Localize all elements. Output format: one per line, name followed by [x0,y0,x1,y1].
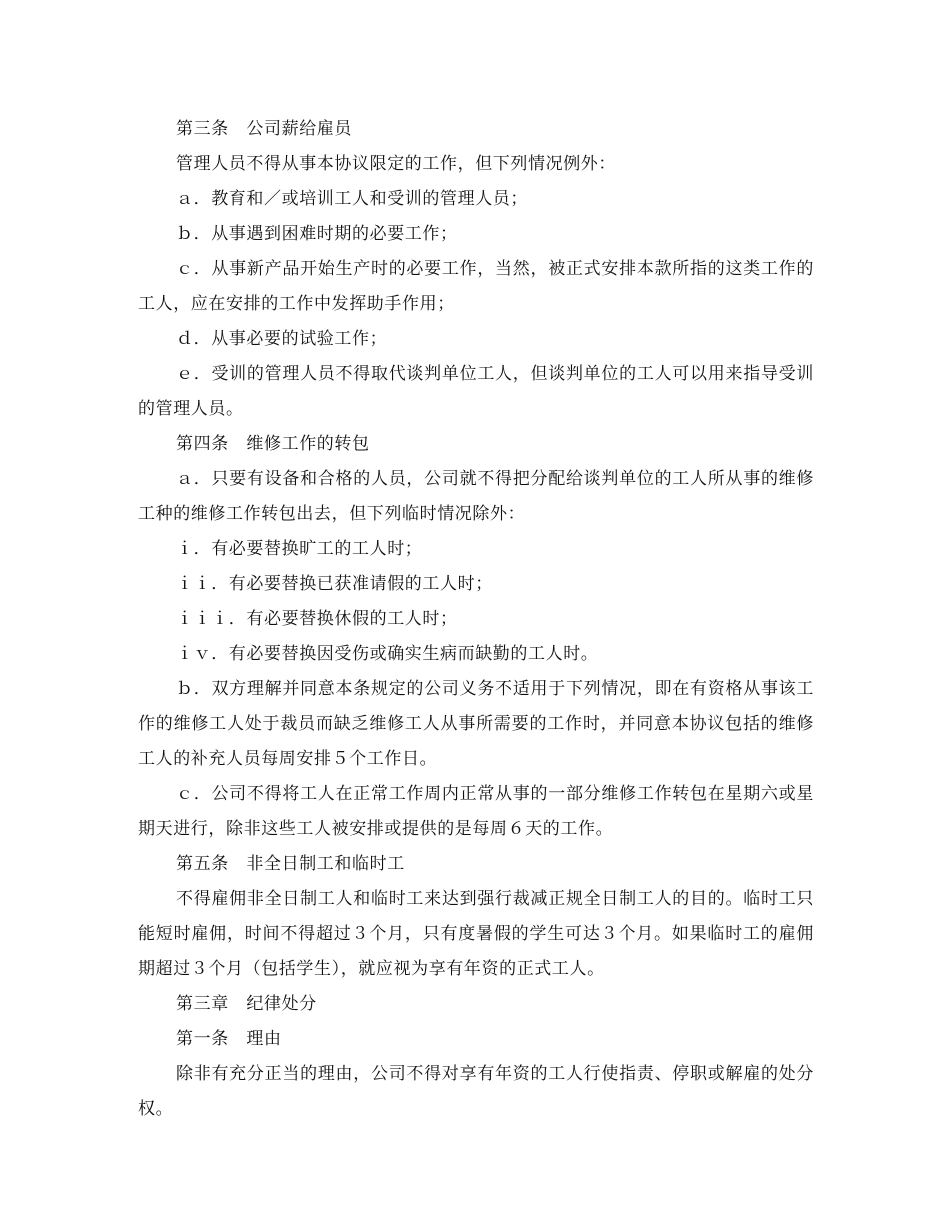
sub-list-item: ｉｖ．有必要替换因受伤或确实生病而缺勤的工人时。 [176,644,599,664]
article-heading: 第四条 维修工作的转包 [176,434,370,454]
article-heading: 第五条 非全日制工和临时工 [176,854,405,874]
sub-list-item: ｉｉｉ．有必要替换休假的工人时； [176,609,458,629]
list-item: ｂ．双方理解并同意本条规定的公司义务不适用于下列情况，即在有资格从事该工作的维修工人处于裁员而缺乏维修工人从事所需要的工作时，并同意本协议包括的维修工人的补充人员每周安排５个工作日。 [138,679,814,769]
list-item: ｄ．从事必要的试验工作； [176,329,388,349]
sub-list-item: ｉ．有必要替换旷工的工人时； [176,539,423,559]
paragraph: 管理人员不得从事本协议限定的工作，但下列情况例外： [176,154,616,174]
list-item: ｃ．公司不得将工人在正常工作周内正常从事的一部分维修工作转包在星期六或星期天进行，除非这些工人被安排或提供的是每周６天的工作。 [138,784,814,839]
list-item: ｅ．受训的管理人员不得取代谈判单位工人，但谈判单位的工人可以用来指导受训的管理人员。 [138,364,814,419]
article-heading: 第一条 理由 [176,1029,282,1049]
paragraph: 不得雇佣非全日制工人和临时工来达到强行裁减正规全日制工人的目的。临时工只能短时雇佣，时间不得超过３个月，只有度暑假的学生可达３个月。如果临时工的雇佣期超过３个月（包括学生），就应视为享有年资的正式工人。 [138,889,814,979]
paragraph: 除非有充分正当的理由，公司不得对享有年资的工人行使指责、停职或解雇的处分权。 [138,1064,814,1119]
document-body [138,112,814,1127]
article-heading: 第三条 公司薪给雇员 [176,119,352,139]
list-item: ｃ．从事新产品开始生产时的必要工作，当然，被正式安排本款所指的这类工作的工人，应在安排的工作中发挥助手作用； [138,259,814,314]
list-item: ａ．只要有设备和合格的人员，公司就不得把分配给谈判单位的工人所从事的维修工种的维修工作转包出去，但下列临时情况除外： [138,469,814,524]
list-item: ｂ．从事遇到困难时期的必要工作； [176,224,458,244]
list-item: ａ．教育和／或培训工人和受训的管理人员； [176,189,528,209]
sub-list-item: ｉｉ．有必要替换已获准请假的工人时； [176,574,493,594]
chapter-heading: 第三章 纪律处分 [176,994,317,1014]
